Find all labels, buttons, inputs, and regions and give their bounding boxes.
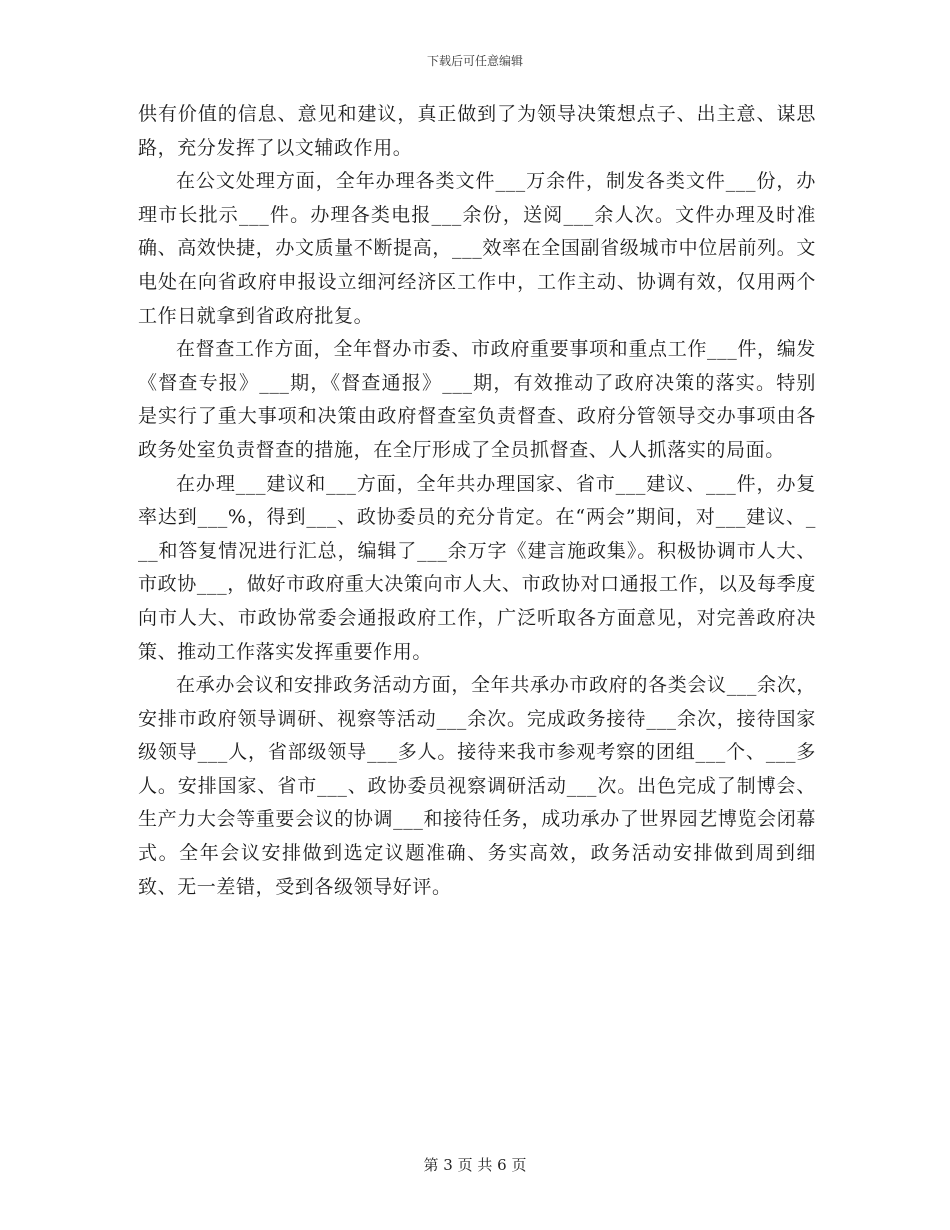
paragraph-proposals: 在办理___建议和___方面，全年共办理国家、省市___建议、___件，办复率达到___%，得到___、政协委员的充分肯定。在“两会”期间，对___建议、___和答复情况进行汇总，编辑了___余万字《建言施政集》。积极协调市人大、市政协___，做好市政府重大决策向市人大、市政协对口通报工作，以及每季度向市人大、市政协常委会通报政府工作，广泛听取各方面意见，对完善政府决策、推动工作落实发挥重要作用。 — [138, 472, 816, 663]
paragraph-continuation: 供有价值的信息、意见和建议，真正做到了为领导决策想点子、出主意、谋思路，充分发挥了以文辅政作用。 — [138, 103, 816, 159]
page-number: 第 3 页 共 6 页 — [423, 1156, 527, 1174]
page-header-note: 下载后可任意编辑 — [426, 54, 523, 68]
document-body — [138, 98, 816, 904]
paragraph-supervision: 在督查工作方面，全年督办市委、市政府重要事项和重点工作___件，编发《督查专报》___期，《督查通报》___期，有效推动了政府决策的落实。特别是实行了重大事项和决策由政府督查室负责督查、政府分管领导交办事项由各政务处室负责督查的措施，在全厅形成了全员抓督查、人人抓落实的局面。 — [138, 338, 816, 461]
paragraph-document-processing: 在公文处理方面，全年办理各类文件___万余件，制发各类文件___份，办理市长批示___件。办理各类电报___余份，送阅___余人次。文件办理及时准确、高效快捷，办文质量不断提高，___效率在全国副省级城市中位居前列。文电处在向省政府申报设立细河经济区工作中，工作主动、协调有效，仅用两个工作日就拿到省政府批复。 — [138, 170, 816, 327]
paragraph-meetings: 在承办会议和安排政务活动方面，全年共承办市政府的各类会议___余次，安排市政府领导调研、视察等活动___余次。完成政务接待___余次，接待国家级领导___人，省部级领导___多人。接待来我市参观考察的团组___个、___多人。安排国家、省市___、政协委员视察调研活动___次。出色完成了制博会、生产力大会等重要会议的协调___和接待任务，成功承办了世界园艺博览会闭幕式。全年会议安排做到选定议题准确、务实高效，政务活动安排做到周到细致、无一差错，受到各级领导好评。 — [138, 674, 816, 898]
